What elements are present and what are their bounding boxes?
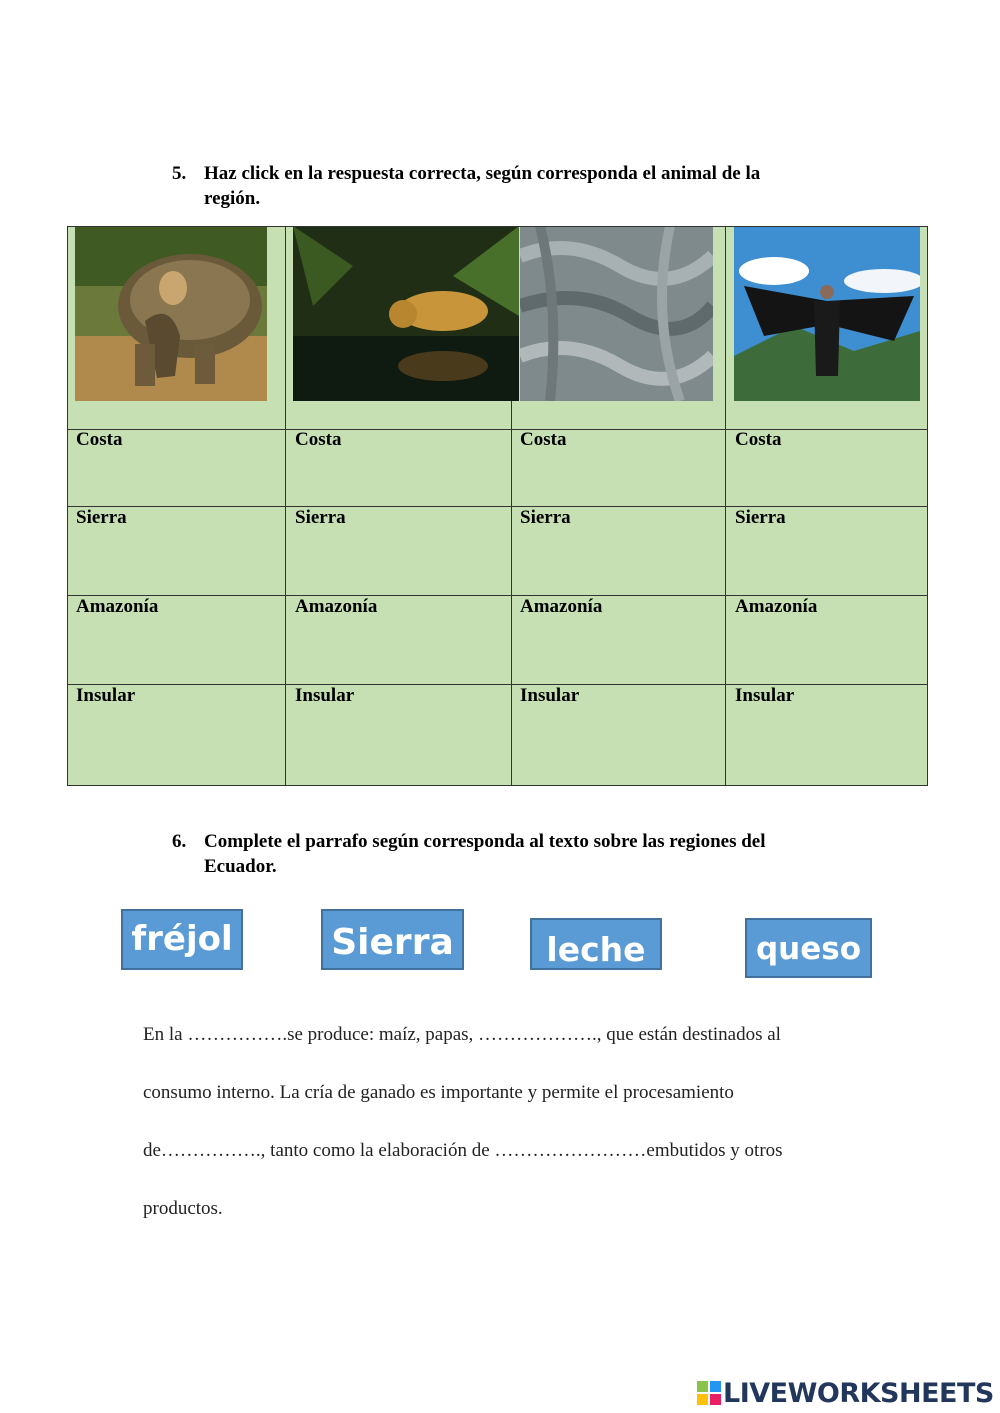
option-costa-4[interactable]: Costa [735, 429, 782, 450]
question-5-number: 5. [172, 163, 187, 184]
option-insular-4[interactable]: Insular [735, 685, 795, 706]
jaguar-photo [293, 226, 519, 401]
fill-paragraph [143, 1022, 843, 1254]
option-amazonia-1[interactable]: Amazonía [76, 596, 159, 617]
option-insular-2[interactable]: Insular [295, 685, 355, 706]
logo-text: LIVEWORKSHEETS [723, 1377, 994, 1409]
question-6-text: Complete el parrafo según corresponda al texto sobre las regiones del Ecuador. [204, 831, 766, 877]
option-amazonia-4[interactable]: Amazonía [735, 596, 818, 617]
option-amazonia-3[interactable]: Amazonía [520, 596, 603, 617]
word-queso[interactable]: queso [745, 918, 872, 978]
option-insular-1[interactable]: Insular [76, 685, 136, 706]
question-5-title [172, 161, 812, 211]
condor-icon [734, 226, 920, 401]
option-insular-3[interactable]: Insular [520, 685, 580, 706]
option-sierra-3[interactable]: Sierra [520, 507, 571, 528]
paragraph-line-1: En la …………….se produce: maíz, papas, ………………., que están destinados al [143, 1024, 781, 1045]
paragraph-line-3: de……………., tanto como la elaboración de ……………………embutidos y otros [143, 1140, 783, 1161]
option-sierra-2[interactable]: Sierra [295, 507, 346, 528]
region-table [67, 226, 928, 786]
question-6-number: 6. [172, 831, 187, 852]
question-6-title [172, 829, 812, 879]
logo-icon [697, 1381, 721, 1405]
paragraph-line-2: consumo interno. La cría de ganado es importante y permite el procesamiento [143, 1082, 734, 1103]
tortuga-icon [75, 226, 267, 401]
question-5-text: Haz click en la respuesta correcta, según corresponda el animal de la región. [204, 163, 761, 209]
liveworksheets-logo [697, 1377, 994, 1409]
jaguar-icon [293, 226, 519, 401]
option-costa-2[interactable]: Costa [295, 429, 342, 450]
option-costa-1[interactable]: Costa [76, 429, 123, 450]
word-sierra[interactable]: Sierra [321, 909, 464, 970]
word-leche[interactable]: leche [530, 918, 662, 970]
option-costa-3[interactable]: Costa [520, 429, 567, 450]
shrimp-photo [520, 226, 713, 401]
condor-photo [734, 226, 920, 401]
paragraph-line-4: productos. [143, 1198, 223, 1219]
tortoise-photo [75, 226, 267, 401]
word-frejol[interactable]: fréjol [121, 909, 243, 970]
option-sierra-1[interactable]: Sierra [76, 507, 127, 528]
option-sierra-4[interactable]: Sierra [735, 507, 786, 528]
camarones-icon [520, 226, 713, 401]
option-amazonia-2[interactable]: Amazonía [295, 596, 378, 617]
